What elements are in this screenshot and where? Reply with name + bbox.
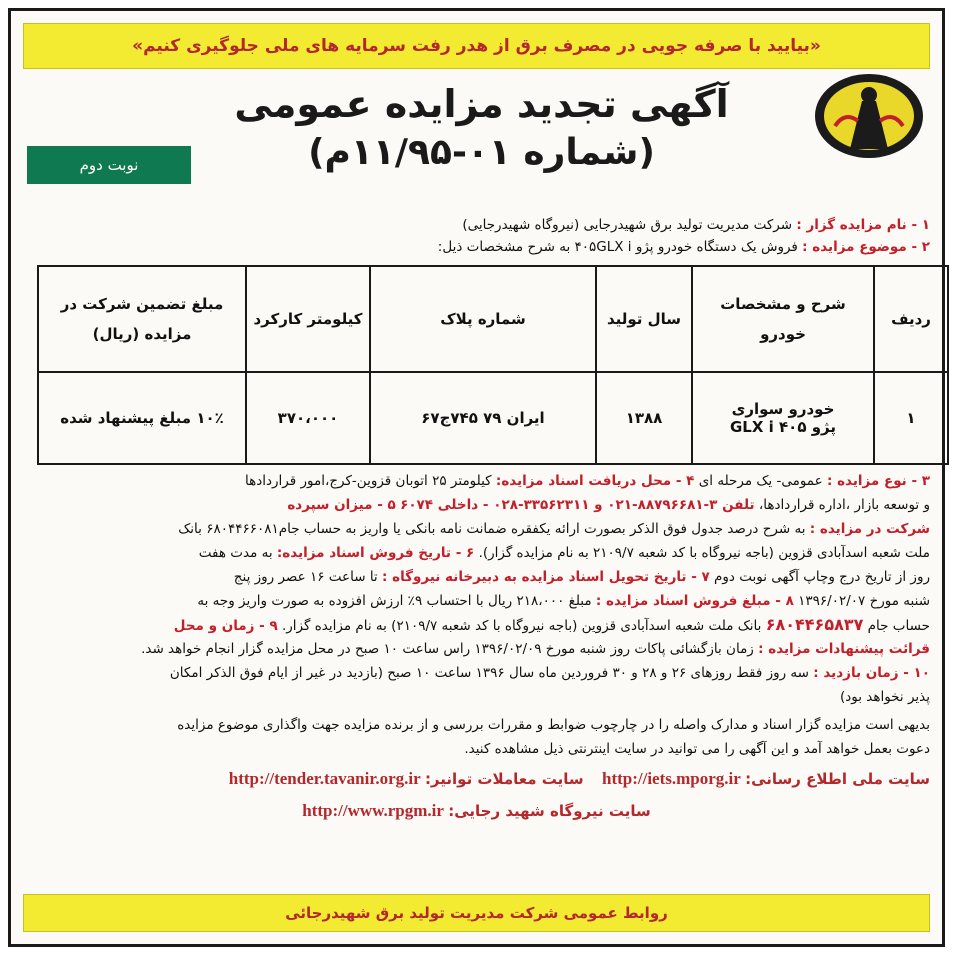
sale-date-text: به مدت هفت: [198, 545, 273, 561]
visit-text: سه روز فقط روزهای ۲۶ و ۲۸ و ۳۰ فروردین ماه سال ۱۳۹۶ ساعت ۱۰ صبح (بازدید در غیر از ایام فوق الذکر امکان: [169, 665, 809, 681]
note-text-1: بدیهی است مزایده گزار اسناد و مدارک واصله را در چارچوب ضوابط و مقررات بررسی و از برنده مزایده جهت واگذاری موضوع مزایده: [177, 717, 930, 733]
advertisement-page: [8, 8, 945, 947]
tender-type-label: ۳ - نوع مزایده :: [826, 473, 930, 489]
note-line-1: [23, 715, 930, 735]
col-plate: شماره پلاک: [370, 266, 596, 372]
col-km: کیلومتر کارکرد: [246, 266, 370, 372]
account-label: حساب جام: [867, 618, 930, 634]
delivery-text-2: شنبه مورخ ۱۳۹۶/۰۲/۰۷: [798, 593, 930, 609]
body-line-1: [23, 471, 930, 491]
tender-type-text: عمومی- یک مرحله ای: [698, 473, 823, 489]
col-desc: شرح و مشخصات خودرو: [692, 266, 874, 372]
site-1-label: سایت ملی اطلاع رسانی:: [745, 770, 930, 788]
cell-row: ۱: [874, 372, 948, 464]
visit-text-2: پذیر نخواهد بود): [839, 689, 930, 705]
item-1: [23, 215, 930, 235]
deposit-text-2: ملت شعبه اسدآبادی قزوین (باجه نیروگاه با کد شعبه ۲۱۰۹/۷ به نام مزایده گزار).: [478, 545, 930, 561]
visit-label: ۱۰ - زمان بازدید :: [813, 665, 930, 681]
power-plant-logo-icon: [810, 71, 928, 161]
vehicle-table: [37, 265, 949, 465]
docs-place-label: ۴ - محل دریافت اسناد مزایده:: [495, 473, 695, 489]
site-3-label: سایت نیروگاه شهید رجایی:: [448, 802, 651, 820]
tender-number: (شماره ۰۱-۱۱/۹۵م): [308, 132, 655, 173]
body-line-6: [23, 591, 930, 611]
page-title: آگهی تجدید مزایده عمومی: [234, 82, 729, 126]
body-line-7: [23, 615, 930, 636]
docs-price-label: ۸ - مبلغ فروش اسناد مزایده :: [595, 593, 794, 609]
turn-badge: [27, 146, 191, 184]
body-line-4: [23, 543, 930, 563]
item-2: [23, 237, 930, 257]
site-2-link[interactable]: http://tender.tavanir.org.ir: [228, 769, 421, 788]
delivery-text: تا ساعت ۱۶ عصر روز پنج: [233, 569, 378, 585]
turn-text: نوبت دوم: [79, 156, 139, 174]
note-text-2: دعوت بعمل خواهد آمد و این آگهی را می توانید در سایت اینترنتی ذیل مشاهده کنید.: [464, 741, 930, 757]
docs-place-text-2: و توسعه بازار ،اداره قراردادها،: [758, 497, 930, 513]
cell-plate: ایران ۷۹ ۷۴۵ج۶۷: [370, 372, 596, 464]
cell-km: ۳۷۰،۰۰۰: [246, 372, 370, 464]
sale-date-text-2: روز از تاریخ درج وچاپ آگهی نوبت دوم: [714, 569, 930, 585]
account-text: بانک ملت شعبه اسدآبادی قزوین (باجه نیروگاه با کد شعبه ۲۱۰۹/۷) به نام مزایده گزار.: [281, 618, 762, 634]
account-number: ۶۸۰۴۴۶۵۸۳۷: [765, 615, 864, 634]
item-1-text: شرکت مدیریت تولید برق شهیدرجایی (نیروگاه شهیدرجایی): [462, 217, 793, 233]
body-line-9: [23, 663, 930, 683]
site-2-label: سایت معاملات توانیر:: [424, 770, 584, 788]
body-line-10: [23, 687, 930, 707]
sites-line-2: [23, 801, 930, 825]
sites-line-1: [23, 769, 930, 793]
body-line-5: [23, 567, 930, 587]
footer-banner: [23, 894, 930, 932]
cell-desc-line-2: پژو ۴۰۵ GLX i: [729, 418, 837, 436]
site-1-link[interactable]: http://iets.mporg.ir: [601, 769, 741, 788]
deposit-label-2: شرکت در مزایده :: [809, 521, 930, 537]
note-line-2: [23, 739, 930, 759]
body-line-3: [23, 519, 930, 539]
opening-text: زمان بازگشائی پاکات روز شنبه مورخ ۱۳۹۶/۰۲/۰۹ راس ساعت ۱۰ صبح در محل مزایده گزار انجام خواهد شد.: [141, 641, 754, 657]
site-3-link[interactable]: http://www.rpgm.ir: [302, 801, 444, 820]
cell-desc-line-1: خودرو سواری: [731, 400, 835, 418]
item-2-label: ۲ - موضوع مزایده :: [802, 239, 930, 255]
footer-text: روابط عمومی شرکت مدیریت تولید برق شهیدرجائی: [285, 904, 668, 922]
cell-desc: [692, 372, 874, 464]
delivery-label: ۷ - تاریخ تحویل اسناد مزایده به دبیرخانه نیروگاه :: [382, 569, 710, 585]
docs-price-text: مبلغ ۲۱۸،۰۰۰ ریال با احتساب ۹٪ ارزش افزوده به صورت واریز وجه به: [197, 593, 592, 609]
cell-year: ۱۳۸۸: [596, 372, 692, 464]
sale-date-label: ۶ - تاریخ فروش اسناد مزایده:: [276, 545, 475, 561]
table-row: [38, 372, 948, 464]
phone-text: تلفن ۳-۸۸۷۹۶۶۸۱-۰۲۱ و ۳۳۵۶۲۳۱۱-۰۲۸ - داخلی ۶۰۷۴: [400, 497, 755, 513]
cell-guarantee: ۱۰٪ مبلغ پیشنهاد شده: [38, 372, 246, 464]
table-header-row: [38, 266, 948, 372]
col-guarantee: مبلغ تضمین شرکت در مزایده (ریال): [38, 266, 246, 372]
body-line-8: [23, 639, 930, 659]
docs-place-text: کیلومتر ۲۵ اتوبان قزوین-کرج،امور قراردادها: [245, 473, 492, 489]
opening-label-2: قرائت پیشنهادات مزایده :: [758, 641, 930, 657]
col-row: ردیف: [874, 266, 948, 372]
deposit-label: ۵ - میزان سپرده: [287, 497, 396, 513]
deposit-text: به شرح درصد جدول فوق الذکر بصورت ارائه یکفقره ضمانت نامه بانکی یا واریز به حساب جام۶۸۰۴۴۶۶۰۸۱ بانک: [178, 521, 806, 537]
body-line-2: [23, 495, 930, 515]
slogan-text: «بیایید با صرفه جویی در مصرف برق از هدر رفت سرمایه های ملی جلوگیری کنیم»: [132, 36, 821, 56]
col-year: سال تولید: [596, 266, 692, 372]
item-2-text: فروش یک دستگاه خودرو پژو ۴۰۵GLX i به شرح مشخصات ذیل:: [437, 239, 798, 255]
item-1-label: ۱ - نام مزایده گزار :: [796, 217, 930, 233]
slogan-banner: [23, 23, 930, 69]
opening-label: ۹ - زمان و محل: [173, 618, 278, 634]
